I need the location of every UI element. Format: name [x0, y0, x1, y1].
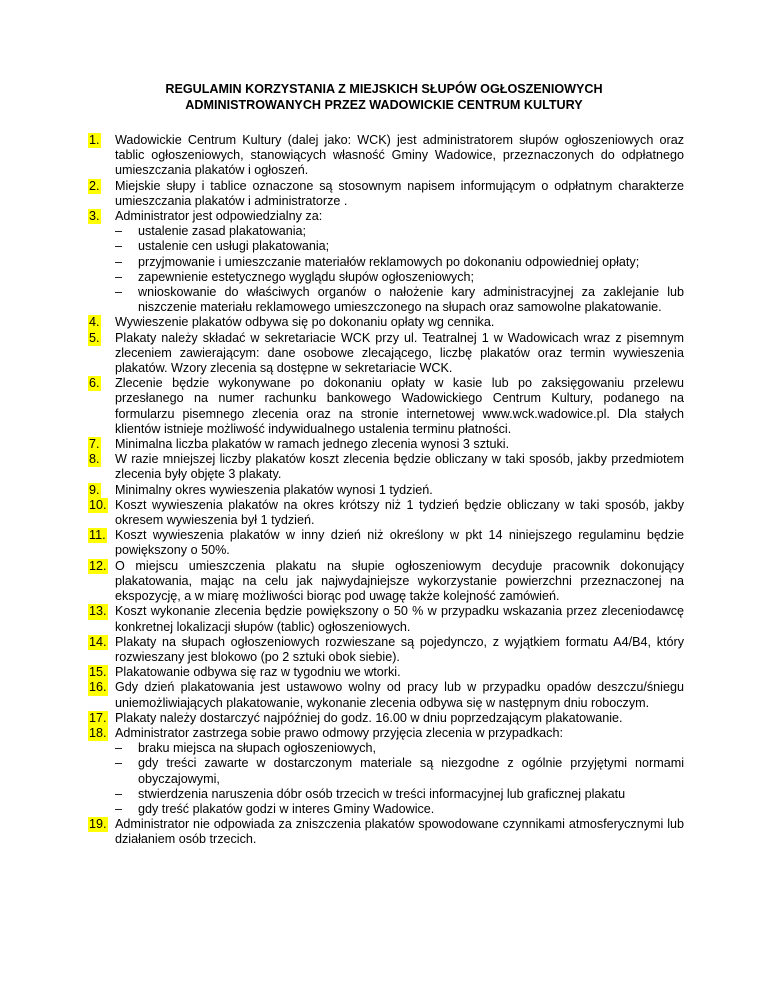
- sub-item-text: ustalenie zasad plakatowania;: [138, 224, 307, 239]
- sub-item: [88, 270, 684, 285]
- dash-bullet: –: [115, 756, 123, 771]
- item-text: Koszt wykonanie zlecenia będzie powiększony o 50 % w przypadku wskazania przez zleceniodawcę konkretnej lokalizacji słupów (tablic) ogłoszeniowych.: [115, 604, 684, 634]
- regulation-item: [88, 437, 684, 452]
- item-text: Gdy dzień plakatowania jest ustawowo wolny od pracy lub w przypadku opadów deszczu/śniegu uniemożliwiających plakatowanie, wykonanie zlecenia odbywa się w następnym dniu roboczym.: [115, 680, 684, 710]
- sub-item-text: gdy treść plakatów godzi w interes Gminy Wadowice.: [138, 801, 435, 816]
- sub-item: [88, 802, 684, 817]
- dash-bullet: –: [115, 224, 123, 239]
- item-number: 5.: [89, 330, 100, 345]
- item-text: Minimalny okres wywieszenia plakatów wynosi 1 tydzień.: [115, 482, 433, 497]
- sub-item: [88, 756, 684, 786]
- item-number: 15.: [89, 665, 107, 680]
- regulation-item: [88, 452, 684, 482]
- item-text: Koszt wywieszenia plakatów w inny dzień niż określony w pkt 14 niniejszego regulaminu będzie powiększony o 50%.: [115, 528, 684, 558]
- item-text: Minimalna liczba plakatów w ramach jednego zlecenia wynosi 3 sztuki.: [115, 437, 510, 452]
- item-text: Koszt wywieszenia plakatów na okres krótszy niż 1 tydzień będzie obliczany w taki sposób, jakby okresem wywieszenia był 1 tydzień.: [115, 497, 684, 528]
- item-text: O miejscu umieszczenia plakatu na słupie ogłoszeniowym decyduje pracownik dokonujący plakatowania, mając na celu jak najwydajniejsze wykorzystanie powierzchni przeznaczonej na ekspozycję, a w miarę możliwości biorąc pod uwagę także kolejność zamówień.: [115, 558, 684, 604]
- sub-item: [88, 224, 684, 239]
- item-number: 12.: [89, 558, 107, 573]
- item-text: W razie mniejszej liczby plakatów koszt zlecenia będzie obliczany w taki sposób, jakby przedmiotem zlecenia były objęte 3 plakaty.: [115, 452, 684, 482]
- sub-item-text: gdy treści zawarte w dostarczonym materiale są niezgodne z ogólnie przyjętymi normami obyczajowymi,: [138, 756, 684, 786]
- item-number: 9.: [89, 482, 100, 497]
- item-text: Administrator zastrzega sobie prawo odmowy przyjęcia zlecenia w przypadkach:: [115, 725, 563, 740]
- sub-item-text: przyjmowanie i umieszczanie materiałów reklamowych po dokonaniu odpowiedniej opłaty;: [138, 254, 640, 269]
- sub-item-text: braku miejsca na słupach ogłoszeniowych,: [138, 741, 377, 756]
- item-number: 16.: [89, 680, 107, 695]
- sub-item-text: ustalenie cen usługi plakatowania;: [138, 239, 330, 254]
- item-text: Wywieszenie plakatów odbywa się po dokonaniu opłaty wg cennika.: [115, 315, 495, 330]
- item-number: 2.: [89, 178, 100, 193]
- document-title-line-1: REGULAMIN KORZYSTANIA Z MIEJSKICH SŁUPÓW OGŁOSZENIOWYCH: [165, 82, 603, 96]
- item-number: 6.: [89, 376, 100, 391]
- item-text: Plakaty na słupach ogłoszeniowych rozwieszane są pojedynczo, z wyjątkiem formatu A4/B4, który rozwieszany jest blokowo (po 2 sztuki obok siebie).: [115, 634, 684, 664]
- regulation-item: [88, 680, 684, 710]
- document-title-line-2: ADMINISTROWANYCH PRZEZ WADOWICKIE CENTRUM KULTURY: [185, 98, 583, 112]
- item-number: 11.: [89, 528, 106, 543]
- regulation-item: [88, 559, 684, 605]
- item-number: 4.: [89, 315, 100, 330]
- dash-bullet: –: [115, 786, 123, 801]
- item-text: Plakaty należy dostarczyć najpóźniej do godz. 16.00 w dniu poprzedzającym plakatowanie.: [115, 710, 623, 725]
- item-text: Miejskie słupy i tablice oznaczone są stosownym napisem informującym o odpłatnym charakterze umieszczania plakatów i administratorze .: [115, 178, 684, 208]
- sub-item: [88, 239, 684, 254]
- item-text: Wadowickie Centrum Kultury (dalej jako: WCK) jest administratorem słupów ogłoszeniowych oraz tablic ogłoszeniowych, stanowiących własność Gminy Wadowice, przeznaczonych do odpłatnego umieszczania plakatów i ogłoszeń.: [115, 133, 684, 178]
- sub-item: [88, 285, 684, 315]
- item-text: Plakatowanie odbywa się raz w tygodniu we wtorki.: [115, 665, 401, 680]
- item-number: 3.: [89, 209, 100, 224]
- dash-bullet: –: [115, 269, 123, 284]
- regulation-item: [88, 604, 684, 634]
- item-text: Zlecenie będzie wykonywane po dokonaniu opłaty w kasie lub po zaksięgowaniu przelewu przesłanego na numer rachunku bankowego Wadowickiego Centrum Kultury, podanego na formularzu pisemnego zlecenia oraz na stronie internetowej www.wck.wadowice.pl. Dla stałych klientów istnieje możliwość indywidualnego ustalenia terminu płatności.: [115, 376, 684, 436]
- regulation-item: [88, 376, 684, 437]
- regulation-item: [88, 179, 684, 209]
- dash-bullet: –: [115, 801, 123, 816]
- regulation-item: [88, 483, 684, 498]
- sub-item-text: zapewnienie estetycznego wyglądu słupów ogłoszeniowych;: [138, 269, 475, 284]
- regulation-item: [88, 498, 684, 528]
- item-number: 13.: [89, 604, 107, 619]
- regulation-item: [88, 528, 684, 558]
- item-text: Plakaty należy składać w sekretariacie WCK przy ul. Teatralnej 1 w Wadowicach wraz z pisemnym zleceniem zawierającym: dane osobowe zlecającego, liczbę plakatów oraz termin wywieszenia plakatów. Wzory zlecenia są dostępne w sekretariacie WCK.: [115, 330, 684, 376]
- item-number: 19.: [89, 817, 107, 832]
- regulation-item: [88, 665, 684, 680]
- item-number: 8.: [89, 452, 100, 467]
- regulation-item: [88, 133, 684, 179]
- regulation-item: [88, 817, 684, 847]
- dash-bullet: –: [115, 741, 123, 756]
- item-number: 18.: [89, 725, 107, 740]
- sub-item: [88, 787, 684, 802]
- dash-bullet: –: [115, 239, 123, 254]
- item-text: Administrator jest odpowiedzialny za:: [115, 209, 323, 224]
- dash-bullet: –: [115, 254, 123, 269]
- dash-bullet: –: [115, 285, 123, 300]
- sub-item-text: wnioskowanie do właściwych organów o nałożenie kary administracyjnej za zaklejanie lub niszczenie materiału reklamowego umieszczonego na słupach oraz samowolne plakatowanie.: [138, 285, 684, 315]
- regulation-item: [88, 315, 684, 330]
- sub-item: [88, 741, 684, 756]
- item-text: Administrator nie odpowiada za zniszczenia plakatów spowodowane czynnikami atmosferycznymi lub działaniem osób trzecich.: [115, 817, 684, 847]
- sub-item: [88, 255, 684, 270]
- sub-item-text: stwierdzenia naruszenia dóbr osób trzecich w treści informacyjnej lub graficznej plakatu: [138, 786, 626, 801]
- regulation-item: [88, 635, 684, 665]
- item-number: 10.: [89, 497, 107, 512]
- item-number: 1.: [89, 133, 100, 147]
- regulation-item: [88, 711, 684, 726]
- regulation-item: [88, 726, 684, 741]
- item-number: 17.: [89, 710, 107, 725]
- regulation-item: [88, 209, 684, 224]
- item-number: 7.: [89, 437, 100, 452]
- item-number: 14.: [89, 634, 107, 649]
- regulation-item: [88, 331, 684, 377]
- regulation-list: [88, 133, 684, 848]
